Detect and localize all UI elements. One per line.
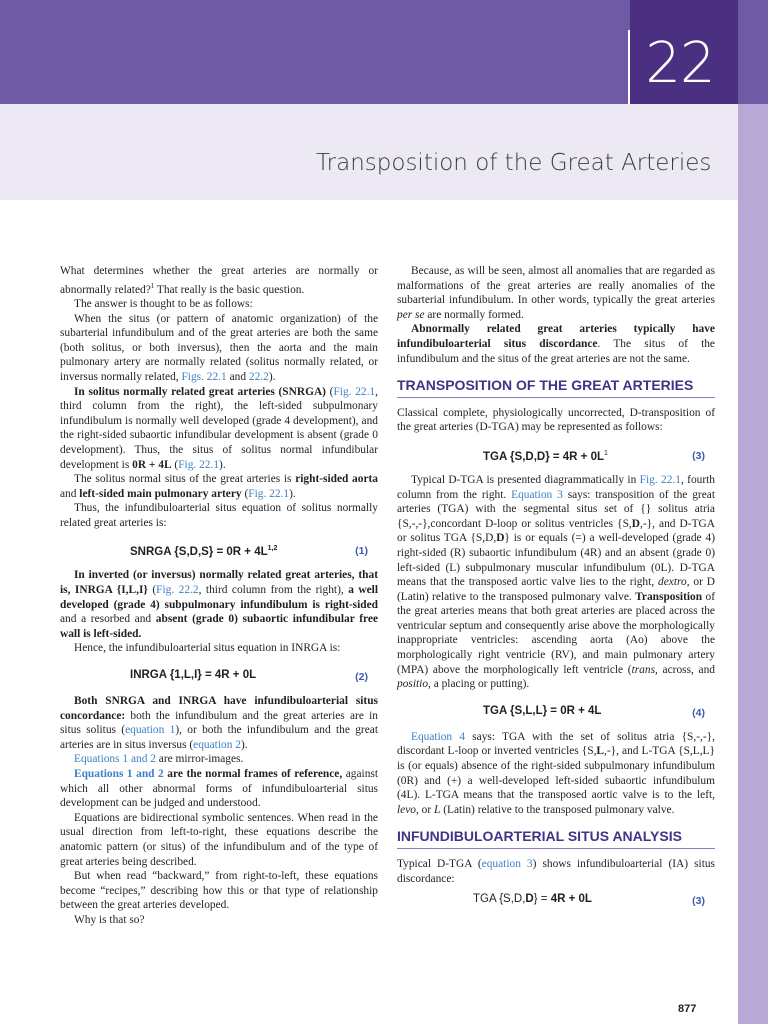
figure-link[interactable]: Fig. 22.1 xyxy=(178,458,220,471)
paragraph: Because, as will be seen, almost all anomalies that are regarded as malformations of the great arteries are really anomalies of the subarterial infundibulum. In other words, typically the great arteries per se are normally formed. xyxy=(397,265,715,321)
paragraph: What determines whether the great arteries are normally or abnormally related?$^1$ That really is the basic question. xyxy=(60,265,378,296)
page-number: 877 xyxy=(678,1003,697,1015)
equation-number: (3) xyxy=(692,895,705,908)
paragraph: In inverted (or inversus) normally related great arteries, that is, INRGA {I,L,I} (Fig. 22.2, third column from the right), a well developed (grade 4) subpulmonary infundibulum is right-sided and a resorbed and absent (grade 0) subaortic infundibular free wall is left-sided. xyxy=(60,569,378,640)
paragraph: Typical D-TGA (equation 3) shows infundibuloarterial (IA) situs discordance: xyxy=(397,858,715,885)
equation-3-repeat: TGA {S,D,D} = 4R + 0L (3) xyxy=(473,893,705,908)
equation-link[interactable]: equation 3 xyxy=(481,858,533,870)
paragraph: Thus, the infundibuloarterial situs equation of solitus normally related great arteries is: xyxy=(60,502,378,529)
equation-number: (3) xyxy=(692,449,705,462)
equation-4: TGA {S,L,L} = 0R + 4L (4) xyxy=(483,704,705,719)
paragraph: Equations 1 and 2 are mirror-images. xyxy=(74,753,244,766)
paragraph: Typical D-TGA is presented diagrammatically in Fig. 22.1, fourth column from the right. Equation 3 says: transposition of the great arteries (TGA) with the segmental situs set of {} solitus atria {S,-,-},concordant D-loop or solitus ventricles {S,D,-}, and D-TGA or solitus TGA {S,D,D} is or equals (=) a well-developed (grade 4) right-sided (R) subaortic infundibulum (4R) and an absent (grade 0) left-sided (L) subpulmonary muscular infundibulum (0L). D-TGA means that the transposed aortic valve lies to the right, dextro, or D (Latin) relative to the transposed pulmonary valve. Transposition of the great arteries means that both great arteries are placed across the ventricular septum and consequently arise above the morphologically inappropriate ventricles: ascending aorta (Ao) above the morphologically right ventricle (RV), and main pulmonary artery (MPA) above the morphologically left ventricle (trans, across, and positio, a placing or putting). xyxy=(397,473,715,691)
right-column xyxy=(397,264,715,918)
equation-number: (4) xyxy=(692,706,705,719)
figure-link[interactable]: Figs. 22.1 xyxy=(181,370,227,383)
paragraph: Hence, the infundibuloarterial situs equation in INRGA is: xyxy=(74,642,341,655)
chapter-number: 22 xyxy=(645,31,715,96)
section-heading: INFUNDIBULOARTERIAL SITUS ANALYSIS xyxy=(397,829,715,849)
figure-link[interactable]: Fig. 22.1 xyxy=(248,487,290,500)
paragraph: Equations are bidirectional symbolic sentences. When read in the usual direction from left-to-right, these equations describe the anatomic pattern (or situs) of the infundibulum and of the type of great arteries being described. xyxy=(60,811,378,868)
paragraph: Why is that so? xyxy=(74,913,145,926)
equation-link[interactable]: Equation 3 xyxy=(511,488,563,501)
paragraph: When the situs (or pattern of anatomic organization) of the subarterial infundibulum and of the great arteries are both the same (both solitus, or both inversus), then the aorta and the main pulmonary artery are normally related (solitus normally related, or inversus normally related, Figs. 22.1 and 22.2). xyxy=(60,312,378,383)
left-column xyxy=(60,264,378,928)
equation-link[interactable]: equation 1 xyxy=(125,724,176,737)
paragraph: But when read “backward,” from right-to-left, these equations become “recipes,” describing how this or that type of relationship between the great arteries developed. xyxy=(60,870,378,912)
figure-link[interactable]: Fig. 22.1 xyxy=(639,473,681,486)
equation-number: (1) xyxy=(355,545,368,558)
equation-link[interactable]: Equations 1 and 2 xyxy=(74,753,156,766)
equation-number: (2) xyxy=(355,671,368,684)
paragraph: The solitus normal situs of the great arteries is right-sided aorta and left-sided main pulmonary artery (Fig. 22.1). xyxy=(60,473,378,500)
figure-link[interactable]: 22.2 xyxy=(248,370,269,383)
section-heading: TRANSPOSITION OF THE GREAT ARTERIES xyxy=(397,378,715,398)
paragraph: Classical complete, physiologically uncorrected, D-transposition of the great arteries (D-TGA) may be represented as follows: xyxy=(397,406,715,434)
equation-1: SNRGA $\{S,D,S\} = 0R + 4L^{1,2}$ (1) xyxy=(130,545,368,559)
paragraph: Equations 1 and 2 are the normal frames of reference, against which all other abnormal forms of infundibuloarterial situs development can be judged and understood. xyxy=(60,768,378,810)
figure-link[interactable]: Fig. 22.1 xyxy=(333,385,376,398)
paragraph: The answer is thought to be as follows: xyxy=(74,297,253,310)
equation-3: TGA $\{S,D,D\} = 4R + 0L^1$ (3) xyxy=(483,449,705,463)
paragraph: In solitus normally related great arteries (SNRGA) (Fig. 22.1, third column from the right), the left-sided subpulmonary infundibulum is normally well developed (grade 4 development), and the right-sided subaortic infundibular development is absent (grade 0 development). Thus, the situs of solitus normal infundibular development is 0R + 4L (Fig. 22.1). xyxy=(60,385,378,471)
paragraph: Both SNRGA and INRGA have infundibuloarterial situs concordance: both the infundibulum and the great arteries are in situs solitus (equation 1), or both the infundibulum and the great arteries are in situs inversus (equation 2). xyxy=(60,695,379,751)
equation-link[interactable]: Equation 4 xyxy=(411,730,466,743)
paragraph: Equation 4 says: TGA with the set of solitus atria {S,-,-}, discordant L-loop or inverted ventricles {S,L,-}, and L-TGA {S,L,L} is (or equals) absence of the right-sided subpulmonary infundibulum (0R) and (+) a well-developed left-sided subaortic infundibulum (4L). L-TGA means that the transposed aortic valve is to the left, levo, or L (Latin) relative to the transposed pulmonary valve. xyxy=(397,730,715,816)
chapter-title: Transposition of the Great Arteries xyxy=(316,150,712,176)
equation-2: INRGA {1,L,I} = 4R + 0L (2) xyxy=(130,669,368,684)
figure-link[interactable]: Fig. 22.2 xyxy=(156,584,199,597)
equation-link[interactable]: equation 2 xyxy=(193,738,241,751)
side-strip xyxy=(738,104,768,1024)
equation-link[interactable]: Equations 1 and 2 xyxy=(74,768,164,781)
paragraph: Abnormally related great arteries typically have infundibuloarterial situs discordance. The situs of the infundibulum and the situs of the great arteries are not the same. xyxy=(397,323,715,365)
